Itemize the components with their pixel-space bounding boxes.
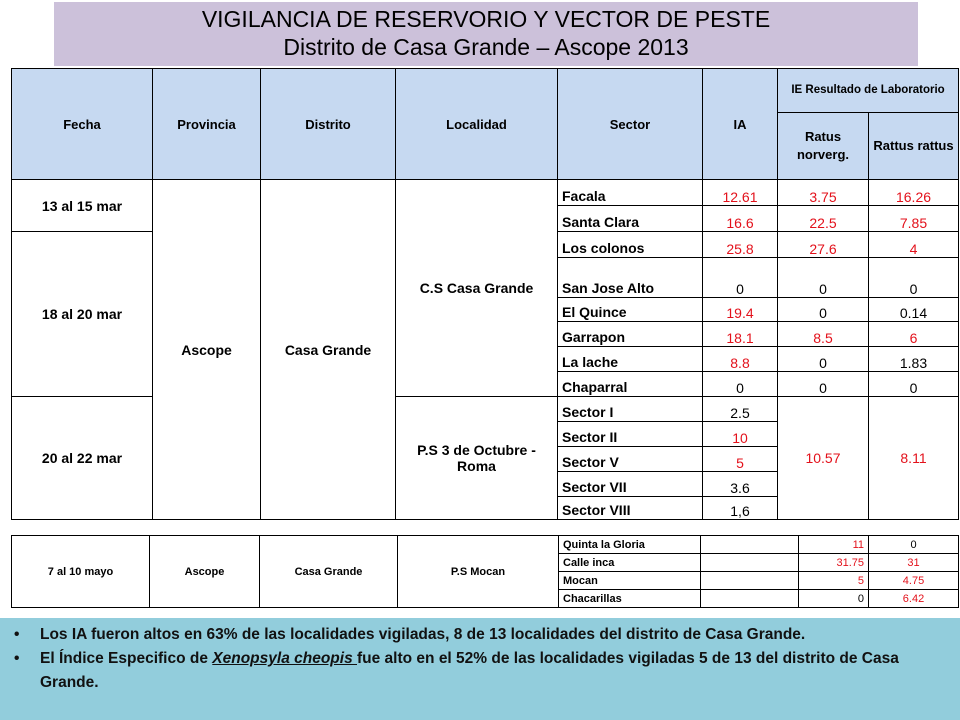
fecha-cell: 18 al 20 mar	[12, 232, 153, 397]
ia-cell: 19.4	[703, 298, 778, 322]
rattus-cell: 0	[869, 536, 959, 554]
surveillance-table	[11, 68, 959, 520]
sector-cell: Chacarillas	[559, 590, 701, 608]
ia-cell: 5	[703, 447, 778, 472]
provincia-cell: Ascope	[150, 536, 260, 608]
norverg-cell: 27.6	[778, 232, 869, 258]
sector-cell: Los colonos	[558, 232, 703, 258]
rattus-cell: 4	[869, 232, 959, 258]
sector-cell: Calle inca	[559, 554, 701, 572]
distrito-cell: Casa Grande	[260, 536, 398, 608]
rattus-cell: 0.14	[869, 298, 959, 322]
ia-cell: 0	[703, 258, 778, 298]
note-text-post: fue alto en el 52% de las localidades vigiladas 5 de 13 del distrito de Casa Grande.	[40, 650, 899, 691]
ia-cell: 25.8	[703, 232, 778, 258]
header-sector: Sector	[558, 69, 703, 180]
ia-cell	[701, 536, 799, 554]
table-gap	[11, 528, 958, 535]
rattus-cell: 6.42	[869, 590, 959, 608]
ia-cell: 16.6	[703, 206, 778, 232]
sector-cell: Facala	[558, 180, 703, 206]
bullet-icon: •	[14, 650, 20, 667]
localidad-cell: P.S 3 de Octubre - Roma	[396, 397, 558, 520]
sector-cell: Chaparral	[558, 372, 703, 397]
note-item	[0, 647, 960, 695]
ia-cell: 8.8	[703, 347, 778, 372]
sector-cell: Santa Clara	[558, 206, 703, 232]
rattus-cell: 7.85	[869, 206, 959, 232]
title-line-2: Distrito de Casa Grande – Ascope 2013	[283, 34, 689, 60]
ia-cell: 3.6	[703, 472, 778, 497]
ia-cell	[701, 554, 799, 572]
localidad-cell: C.S Casa Grande	[396, 180, 558, 397]
table-row	[12, 536, 959, 554]
note-text: Los IA fueron altos en 63% de las localidades vigiladas, 8 de 13 localidades del distrito de Casa Grande.	[40, 626, 806, 643]
fecha-cell: 20 al 22 mar	[12, 397, 153, 520]
header-localidad: Localidad	[396, 69, 558, 180]
rattus-cell: 0	[869, 372, 959, 397]
norverg-cell: 0	[778, 258, 869, 298]
sector-cell: La lache	[558, 347, 703, 372]
norverg-cell: 0	[778, 372, 869, 397]
rattus-cell: 1.83	[869, 347, 959, 372]
sector-cell: Quinta la Gloria	[559, 536, 701, 554]
sector-cell: Mocan	[559, 572, 701, 590]
ia-cell: 12.61	[703, 180, 778, 206]
ia-cell	[701, 572, 799, 590]
fecha-cell: 7 al 10 mayo	[12, 536, 150, 608]
provincia-cell: Ascope	[153, 180, 261, 520]
rattus-cell: 4.75	[869, 572, 959, 590]
header-distrito: Distrito	[261, 69, 396, 180]
distrito-cell: Casa Grande	[261, 180, 396, 520]
header-ia: IA	[703, 69, 778, 180]
norverg-cell: 8.5	[778, 322, 869, 347]
table-row	[12, 180, 959, 206]
sector-cell: San Jose Alto	[558, 258, 703, 298]
norverg-cell: 0	[778, 347, 869, 372]
note-text-pre: El Índice Especifico de	[40, 650, 213, 667]
localidad-cell: P.S Mocan	[398, 536, 559, 608]
rattus-cell: 16.26	[869, 180, 959, 206]
bullet-icon: •	[14, 626, 20, 643]
norverg-cell: 10.57	[778, 397, 869, 520]
norverg-cell: 31.75	[799, 554, 869, 572]
species-name: Xenopsyla cheopis	[212, 650, 357, 667]
header-fecha: Fecha	[12, 69, 153, 180]
header-provincia: Provincia	[153, 69, 261, 180]
ia-cell: 0	[703, 372, 778, 397]
notes-panel	[0, 618, 960, 720]
sector-cell: El Quince	[558, 298, 703, 322]
sector-cell: Sector V	[558, 447, 703, 472]
norverg-cell: 0	[778, 298, 869, 322]
rattus-cell: 31	[869, 554, 959, 572]
ia-cell: 1,6	[703, 497, 778, 520]
norverg-cell: 22.5	[778, 206, 869, 232]
sector-cell: Sector II	[558, 422, 703, 447]
header-ie: IE Resultado de Laboratorio	[778, 69, 959, 113]
ia-cell: 10	[703, 422, 778, 447]
rattus-cell: 6	[869, 322, 959, 347]
norverg-cell: 3.75	[778, 180, 869, 206]
rattus-cell: 8.11	[869, 397, 959, 520]
ia-cell: 18.1	[703, 322, 778, 347]
ia-cell	[701, 590, 799, 608]
header-rattus-rattus: Rattus rattus	[869, 113, 959, 180]
sector-cell: Sector VII	[558, 472, 703, 497]
sector-cell: Sector I	[558, 397, 703, 422]
norverg-cell: 5	[799, 572, 869, 590]
slide-title	[54, 2, 918, 66]
sector-cell: Sector VIII	[558, 497, 703, 520]
rattus-cell: 0	[869, 258, 959, 298]
ia-cell: 2.5	[703, 397, 778, 422]
norverg-cell: 0	[799, 590, 869, 608]
header-ratus-norverg: Ratus norverg.	[778, 113, 869, 180]
note-item	[0, 623, 960, 647]
mocan-table	[11, 535, 959, 608]
sector-cell: Garrapon	[558, 322, 703, 347]
norverg-cell: 11	[799, 536, 869, 554]
title-line-1: VIGILANCIA DE RESERVORIO Y VECTOR DE PESTE	[201, 6, 771, 32]
fecha-cell: 13 al 15 mar	[12, 180, 153, 232]
